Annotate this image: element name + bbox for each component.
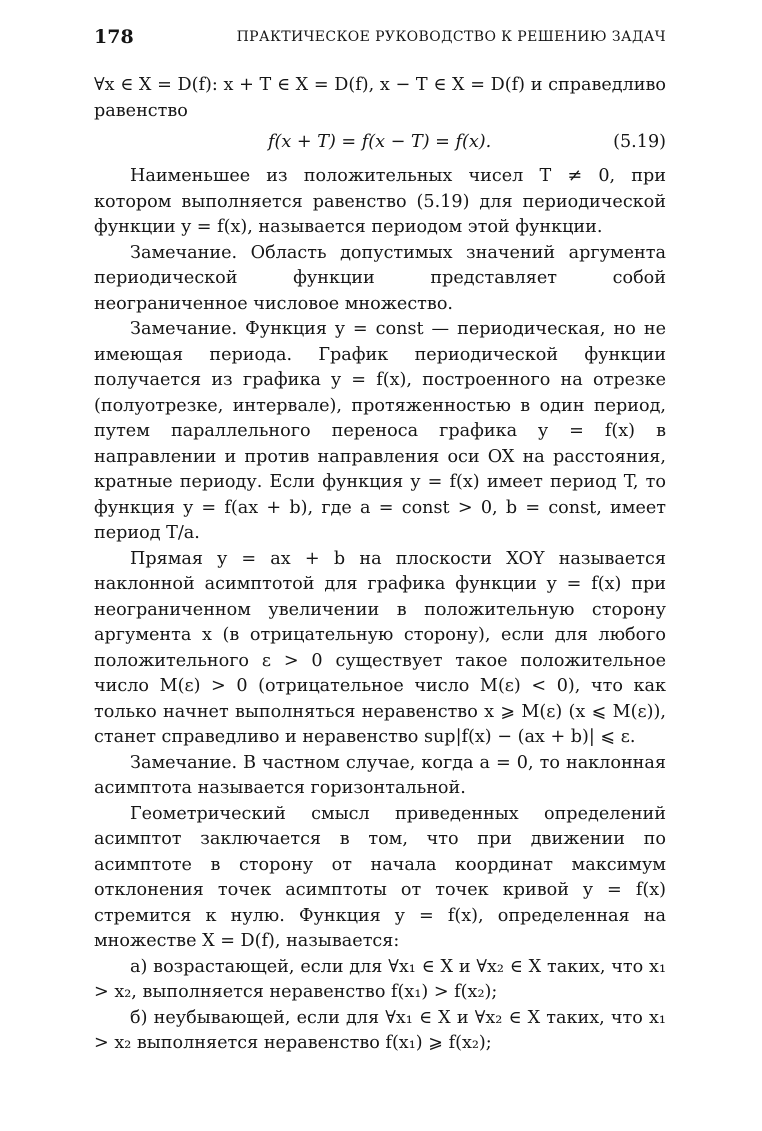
- paragraph-oblique-asymptote: Прямая y = ax + b на плоскости XOY называется наклонной асимптотой для графика функции y = f(x) при неограниченном увеличении в положительную сторону аргумента x (в отрицательную сторону), если для любого положительного ε > 0 существует такое положительное число M(ε) > 0 (отрицательное число M(ε) < 0), что как только начнет выполняться неравенство x ⩾ M(ε) (x ⩽ M(ε)), станет справедливо и неравенство sup|f(x) − (ax + b)| ⩽ ε.: [94, 548, 666, 747]
- paragraph-remark-domain: Замечание. Область допустимых значений аргумента периодической функции представляет собой неограниченное числовое множество.: [94, 242, 666, 314]
- paragraph-remark-const: Замечание. Функция y = const — периодическая, но не имеющая периода. График периодической функции получается из графика y = f(x), построенного на отрезке (полуотрезке, интервале), протяженностью в один период, путем параллельного переноса графика y = f(x) в направлении и против направления оси OX на расстояния, кратные периоду. Если функция y = f(x) имеет период T, то функция y = f(ax + b), где a = const > 0, b = const, имеет период T/a.: [94, 319, 666, 543]
- page-body: [94, 73, 666, 1057]
- page-header: [94, 26, 666, 50]
- paragraph-intro: ∀x ∈ X = D(f): x + T ∈ X = D(f), x − T ∈ X = D(f) и справедливо равенство: [94, 75, 666, 121]
- formula-expression: f(x + T) = f(x − T) = f(x).: [268, 132, 492, 152]
- paragraph-increasing: а) возрастающей, если для ∀x₁ ∈ X и ∀x₂ ∈ X таких, что x₁ > x₂, выполняется неравенство f(x₁) > f(x₂);: [94, 956, 666, 1002]
- paragraph-period-definition: Наименьшее из положительных чисел T ≠ 0, при котором выполняется равенство (5.19) для периодической функции y = f(x), называется периодом этой функции.: [94, 166, 666, 237]
- formula-5-19: [94, 130, 666, 158]
- formula-number: (5.19): [613, 132, 666, 152]
- paragraph-remark-horizontal: Замечание. В частном случае, когда a = 0, то наклонная асимптота называется горизонтальной.: [94, 752, 666, 798]
- paragraph-nondecreasing: б) неубывающей, если для ∀x₁ ∈ X и ∀x₂ ∈ X таких, что x₁ > x₂ выполняется неравенство f(x₁) ⩾ f(x₂);: [94, 1007, 666, 1053]
- running-title: ПРАКТИЧЕСКОЕ РУКОВОДСТВО К РЕШЕНИЮ ЗАДАЧ: [236, 29, 666, 45]
- paragraph-geometric-meaning: Геометрический смысл приведенных определений асимптот заключается в том, что при движении по асимптоте в сторону от начала координат максимум отклонения точек асимптоты от точек кривой y = f(x) стремится к нулю. Функция y = f(x), определенная на множестве X = D(f), называется:: [94, 803, 666, 951]
- page-number: 178: [94, 26, 134, 48]
